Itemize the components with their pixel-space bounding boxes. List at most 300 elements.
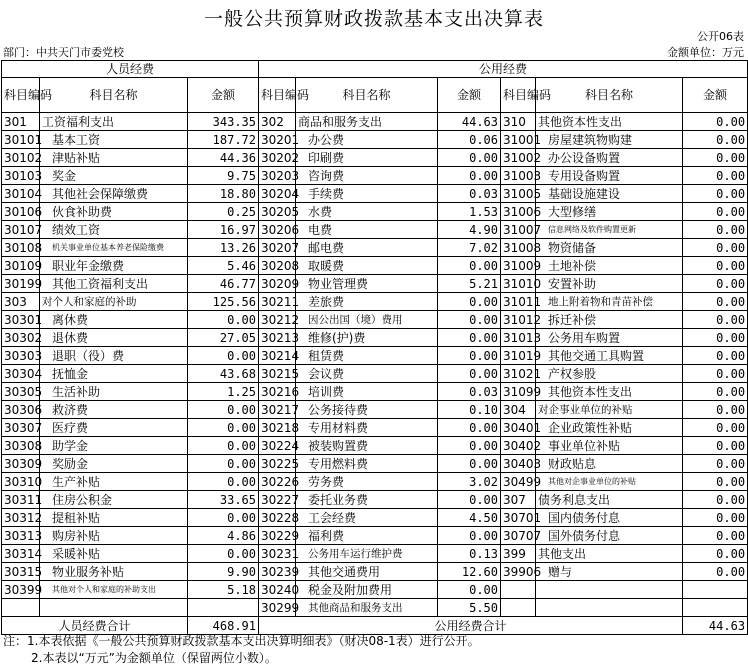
personnel-amount-cell: 0.00 [188,401,259,419]
personnel-name-cell: 其他社会保障缴费 [40,185,188,203]
personnel-code-cell: 30310 [2,473,40,491]
table-row [2,221,748,239]
personnel-name-cell: 津贴补贴 [40,149,188,167]
public-a-code-cell: 30226 [259,473,296,491]
public-b-amount-cell: 0.00 [683,563,748,581]
table-row [2,113,748,131]
personnel-code-cell: 30101 [2,131,40,149]
personnel-amount-cell: 44.36 [188,149,259,167]
public-b-amount-cell: 0.00 [683,185,748,203]
public-a-name-cell: 印刷费 [296,149,438,167]
public-b-code-cell: 30403 [501,455,536,473]
public-b-amount-cell: 0.00 [683,131,748,149]
public-a-code-cell: 30216 [259,383,296,401]
group-header-public: 公用经费 [259,61,748,78]
public-b-code-cell: 31003 [501,167,536,185]
public-a-code-cell: 30229 [259,527,296,545]
personnel-code-cell: 30102 [2,149,40,167]
personnel-code-cell: 30313 [2,527,40,545]
public-a-code-cell: 30231 [259,545,296,563]
personnel-code-cell: 30108 [2,239,40,257]
public-b-code-cell [501,581,536,599]
personnel-amount-cell: 0.00 [188,455,259,473]
public-a-amount-cell: 0.00 [438,347,501,365]
public-a-name-cell: 福利费 [296,527,438,545]
table-row [2,293,748,311]
public-b-amount-cell: 0.00 [683,239,748,257]
personnel-name-cell: 助学金 [40,437,188,455]
public-a-amount-cell: 0.00 [438,329,501,347]
table-row [2,311,748,329]
public-b-code-cell: 30402 [501,437,536,455]
personnel-name-cell: 机关事业单位基本养老保险缴费 [40,239,188,257]
public-a-name-cell: 租赁费 [296,347,438,365]
public-a-amount-cell: 3.02 [438,473,501,491]
public-a-name-cell: 维修(护)费 [296,329,438,347]
personnel-code-cell: 30104 [2,185,40,203]
col-header-name: 科目名称 [40,78,188,113]
personnel-code-cell: 30309 [2,455,40,473]
public-b-code-cell: 39906 [501,563,536,581]
public-a-code-cell: 30204 [259,185,296,203]
public-a-name-cell: 办公费 [296,131,438,149]
personnel-total-label: 人员经费合计 [2,617,188,635]
personnel-name-cell: 奖金 [40,167,188,185]
public-b-name-cell: 对企事业单位的补贴 [536,401,683,419]
public-b-name-cell: 安置补助 [536,275,683,293]
personnel-name-cell: 职业年金缴费 [40,257,188,275]
public-b-amount-cell: 0.00 [683,221,748,239]
public-b-amount-cell: 0.00 [683,257,748,275]
personnel-name-cell: 基本工资 [40,131,188,149]
footnote-1: 注：1.本表依据《一般公共预算财政拨款基本支出决算明细表》（财决08-1表）进行公开。 [3,634,480,648]
personnel-name-cell: 对个人和家庭的补助 [40,293,188,311]
public-a-name-cell: 劳务费 [296,473,438,491]
public-a-code-cell: 30218 [259,419,296,437]
table-row [2,599,748,617]
public-b-code-cell: 31009 [501,257,536,275]
personnel-name-cell: 奖励金 [40,455,188,473]
table-row [2,185,748,203]
col-header-amount: 金额 [438,78,501,113]
public-b-name-cell [536,599,683,617]
public-a-amount-cell: 7.02 [438,239,501,257]
personnel-code-cell: 30399 [2,581,40,599]
public-b-name-cell: 赠与 [536,563,683,581]
public-b-amount-cell: 0.00 [683,401,748,419]
public-b-code-cell: 31002 [501,149,536,167]
public-b-name-cell: 国外债务付息 [536,527,683,545]
personnel-amount-cell: 125.56 [188,293,259,311]
public-a-code-cell: 30212 [259,311,296,329]
public-b-name-cell: 信息网络及软件购置更新 [536,221,683,239]
table-row [2,563,748,581]
public-a-name-cell: 税金及附加费用 [296,581,438,599]
personnel-code-cell: 30308 [2,437,40,455]
public-b-amount-cell: 0.00 [683,419,748,437]
table-row [2,455,748,473]
public-a-name-cell: 会议费 [296,365,438,383]
public-a-amount-cell: 0.10 [438,401,501,419]
public-a-name-cell: 委托业务费 [296,491,438,509]
public-a-name-cell: 取暖费 [296,257,438,275]
public-a-amount-cell: 0.00 [438,581,501,599]
personnel-amount-cell: 43.68 [188,365,259,383]
personnel-amount-cell: 18.80 [188,185,259,203]
public-a-amount-cell: 0.00 [438,527,501,545]
personnel-amount-cell: 16.97 [188,221,259,239]
public-b-name-cell: 财政贴息 [536,455,683,473]
public-a-amount-cell: 0.00 [438,311,501,329]
table-row [2,275,748,293]
personnel-code-cell: 30311 [2,491,40,509]
public-b-code-cell: 31013 [501,329,536,347]
col-header-name: 科目名称 [536,78,683,113]
personnel-name-cell: 医疗费 [40,419,188,437]
personnel-name-cell: 抚恤金 [40,365,188,383]
personnel-amount-cell: 13.26 [188,239,259,257]
public-b-name-cell: 其他交通工具购置 [536,347,683,365]
public-b-name-cell: 企业政策性补贴 [536,419,683,437]
personnel-amount-cell: 5.46 [188,257,259,275]
public-b-amount-cell: 0.00 [683,167,748,185]
public-b-amount-cell [683,581,748,599]
public-a-name-cell: 其他商品和服务支出 [296,599,438,617]
personnel-code-cell: 30305 [2,383,40,401]
personnel-name-cell: 其他工资福利支出 [40,275,188,293]
public-a-name-cell: 培训费 [296,383,438,401]
personnel-code-cell: 301 [2,113,40,131]
personnel-code-cell: 30199 [2,275,40,293]
public-b-code-cell: 304 [501,401,536,419]
public-b-code-cell: 31007 [501,221,536,239]
personnel-code-cell: 30106 [2,203,40,221]
public-b-name-cell: 其他资本性支出 [536,113,683,131]
public-b-name-cell: 国内债务付息 [536,509,683,527]
public-b-name-cell: 物资储备 [536,239,683,257]
public-b-code-cell: 307 [501,491,536,509]
personnel-name-cell: 工资福利支出 [40,113,188,131]
personnel-code-cell: 30302 [2,329,40,347]
public-b-code-cell [501,599,536,617]
personnel-amount-cell: 0.00 [188,437,259,455]
col-header-amount: 金额 [188,78,259,113]
public-a-amount-cell: 0.00 [438,149,501,167]
public-b-name-cell: 债务利息支出 [536,491,683,509]
personnel-code-cell: 30312 [2,509,40,527]
personnel-name-cell: 生活补助 [40,383,188,401]
report-title: 一般公共预算财政拨款基本支出决算表 [203,8,544,30]
public-a-name-cell: 工会经费 [296,509,438,527]
personnel-name-cell: 其他对个人和家庭的补助支出 [40,581,188,599]
footnote-2: 2.本表以“万元”为金额单位（保留两位小数）。 [31,651,277,665]
public-a-amount-cell: 0.00 [438,437,501,455]
public-b-name-cell: 产权参股 [536,365,683,383]
personnel-amount-cell: 0.00 [188,311,259,329]
table-row [2,473,748,491]
public-b-code-cell: 31005 [501,185,536,203]
personnel-name-cell: 购房补贴 [40,527,188,545]
personnel-code-cell: 30109 [2,257,40,275]
personnel-name-cell: 绩效工资 [40,221,188,239]
table-row [2,347,748,365]
personnel-amount-cell: 33.65 [188,491,259,509]
public-b-code-cell: 31011 [501,293,536,311]
public-b-name-cell: 土地补偿 [536,257,683,275]
table-row [2,581,748,599]
public-a-amount-cell: 0.00 [438,167,501,185]
public-a-name-cell: 公务接待费 [296,401,438,419]
public-b-name-cell [536,581,683,599]
table-row [2,365,748,383]
public-a-name-cell: 其他交通费用 [296,563,438,581]
public-b-code-cell: 31001 [501,131,536,149]
expenditure-table [1,60,748,635]
personnel-amount-cell: 0.00 [188,545,259,563]
public-a-code-cell: 30227 [259,491,296,509]
public-b-name-cell: 办公设备购置 [536,149,683,167]
unit-label: 金额单位：万元 [667,46,744,59]
public-a-code-cell: 30217 [259,401,296,419]
table-row [2,329,748,347]
public-b-name-cell: 拆迁补偿 [536,311,683,329]
public-b-code-cell: 31021 [501,365,536,383]
personnel-amount-cell: 27.05 [188,329,259,347]
public-b-code-cell: 31012 [501,311,536,329]
table-row [2,257,748,275]
table-row [2,419,748,437]
public-a-name-cell: 咨询费 [296,167,438,185]
personnel-name-cell: 离休费 [40,311,188,329]
public-a-amount-cell: 0.00 [438,257,501,275]
public-a-name-cell: 专用材料费 [296,419,438,437]
public-b-name-cell: 其他对企事业单位的补贴 [536,473,683,491]
table-row [2,131,748,149]
personnel-amount-cell: 0.00 [188,473,259,491]
public-a-name-cell: 物业管理费 [296,275,438,293]
personnel-code-cell: 30103 [2,167,40,185]
public-b-code-cell: 30401 [501,419,536,437]
public-b-code-cell: 31010 [501,275,536,293]
personnel-amount-cell: 9.90 [188,563,259,581]
table-row [2,491,748,509]
personnel-total-amount: 468.91 [188,617,259,635]
public-b-name-cell: 事业单位补贴 [536,437,683,455]
public-b-amount-cell: 0.00 [683,527,748,545]
public-b-name-cell: 其他支出 [536,545,683,563]
public-a-name-cell: 手续费 [296,185,438,203]
table-number: 公开06表 [697,30,744,43]
public-a-amount-cell: 1.53 [438,203,501,221]
public-b-amount-cell: 0.00 [683,311,748,329]
public-a-code-cell: 30201 [259,131,296,149]
personnel-amount-cell: 5.18 [188,581,259,599]
public-a-code-cell: 30240 [259,581,296,599]
public-b-name-cell: 大型修缮 [536,203,683,221]
public-a-code-cell: 30203 [259,167,296,185]
public-b-code-cell: 30701 [501,509,536,527]
personnel-name-cell: 退休费 [40,329,188,347]
public-b-amount-cell [683,599,748,617]
public-a-code-cell: 302 [259,113,296,131]
public-b-code-cell: 31006 [501,203,536,221]
personnel-amount-cell: 0.00 [188,419,259,437]
public-a-code-cell: 30213 [259,329,296,347]
public-b-name-cell: 房屋建筑物购建 [536,131,683,149]
public-a-name-cell: 因公出国（境）费用 [296,311,438,329]
col-header-code: 科目编码 [259,78,296,113]
personnel-name-cell: 采暖补贴 [40,545,188,563]
public-b-code-cell: 399 [501,545,536,563]
personnel-name-cell [40,599,188,617]
personnel-amount-cell: 0.00 [188,509,259,527]
public-b-amount-cell: 0.00 [683,509,748,527]
public-b-amount-cell: 0.00 [683,275,748,293]
personnel-name-cell: 生产补贴 [40,473,188,491]
personnel-amount-cell: 1.25 [188,383,259,401]
personnel-code-cell [2,599,40,617]
table-row [2,149,748,167]
public-b-amount-cell: 0.00 [683,329,748,347]
public-b-code-cell: 310 [501,113,536,131]
personnel-name-cell: 伙食补助费 [40,203,188,221]
personnel-amount-cell: 343.35 [188,113,259,131]
personnel-code-cell: 30315 [2,563,40,581]
public-b-amount-cell: 0.00 [683,473,748,491]
personnel-amount-cell: 187.72 [188,131,259,149]
table-row [2,401,748,419]
public-b-amount-cell: 0.00 [683,365,748,383]
public-a-code-cell: 30205 [259,203,296,221]
public-a-name-cell: 公务用车运行维护费 [296,545,438,563]
public-b-amount-cell: 0.00 [683,347,748,365]
col-header-name: 科目名称 [296,78,438,113]
public-a-amount-cell: 4.90 [438,221,501,239]
department-label: 部门：中共天门市委党校 [3,46,124,59]
personnel-amount-cell: 0.25 [188,203,259,221]
public-a-amount-cell: 5.21 [438,275,501,293]
public-total-amount: 44.63 [683,617,748,635]
public-b-amount-cell: 0.00 [683,383,748,401]
public-a-code-cell: 30299 [259,599,296,617]
public-a-amount-cell: 4.50 [438,509,501,527]
personnel-code-cell: 303 [2,293,40,311]
personnel-amount-cell: 46.77 [188,275,259,293]
col-header-amount: 金额 [683,78,748,113]
public-b-amount-cell: 0.00 [683,113,748,131]
public-a-code-cell: 30228 [259,509,296,527]
table-row [2,383,748,401]
public-a-code-cell: 30215 [259,365,296,383]
public-b-code-cell: 31099 [501,383,536,401]
personnel-amount-cell: 9.75 [188,167,259,185]
personnel-code-cell: 30301 [2,311,40,329]
public-total-label: 公用经费合计 [259,617,683,635]
public-a-code-cell: 30239 [259,563,296,581]
table-row [2,203,748,221]
personnel-amount-cell [188,599,259,617]
public-b-name-cell: 基础设施建设 [536,185,683,203]
public-a-name-cell: 邮电费 [296,239,438,257]
public-b-code-cell: 30707 [501,527,536,545]
personnel-code-cell: 30307 [2,419,40,437]
personnel-name-cell: 提租补贴 [40,509,188,527]
public-a-code-cell: 30206 [259,221,296,239]
public-a-code-cell: 30202 [259,149,296,167]
public-b-amount-cell: 0.00 [683,491,748,509]
personnel-name-cell: 救济费 [40,401,188,419]
public-a-amount-cell: 0.00 [438,491,501,509]
public-a-amount-cell: 0.00 [438,365,501,383]
personnel-code-cell: 30306 [2,401,40,419]
public-b-name-cell: 地上附着物和青苗补偿 [536,293,683,311]
public-a-amount-cell: 0.13 [438,545,501,563]
public-a-name-cell: 被装购置费 [296,437,438,455]
public-b-amount-cell: 0.00 [683,293,748,311]
public-b-amount-cell: 0.00 [683,455,748,473]
personnel-code-cell: 30303 [2,347,40,365]
public-b-amount-cell: 0.00 [683,149,748,167]
public-a-amount-cell: 0.03 [438,185,501,203]
public-a-code-cell: 30211 [259,293,296,311]
col-header-code: 科目编码 [501,78,536,113]
personnel-name-cell: 物业服务补贴 [40,563,188,581]
public-a-amount-cell: 44.63 [438,113,501,131]
personnel-code-cell: 30314 [2,545,40,563]
public-a-code-cell: 30225 [259,455,296,473]
public-a-amount-cell: 5.50 [438,599,501,617]
public-b-code-cell: 30499 [501,473,536,491]
public-a-amount-cell: 0.03 [438,383,501,401]
personnel-name-cell: 住房公积金 [40,491,188,509]
public-b-amount-cell: 0.00 [683,545,748,563]
table-row [2,437,748,455]
personnel-name-cell: 退职（役）费 [40,347,188,365]
table-row [2,509,748,527]
personnel-amount-cell: 4.86 [188,527,259,545]
public-a-code-cell: 30224 [259,437,296,455]
public-a-name-cell: 商品和服务支出 [296,113,438,131]
group-header-personnel: 人员经费 [2,61,259,78]
public-b-code-cell: 31019 [501,347,536,365]
footnotes [3,633,480,667]
col-header-code: 科目编码 [2,78,40,113]
table-row [2,239,748,257]
public-a-amount-cell: 0.00 [438,419,501,437]
table-row [2,527,748,545]
personnel-code-cell: 30304 [2,365,40,383]
public-a-amount-cell: 0.00 [438,455,501,473]
public-b-name-cell: 公务用车购置 [536,329,683,347]
public-a-code-cell: 30209 [259,275,296,293]
public-a-amount-cell: 0.00 [438,293,501,311]
public-b-name-cell: 其他资本性支出 [536,383,683,401]
table-row [2,167,748,185]
public-b-amount-cell: 0.00 [683,437,748,455]
public-a-code-cell: 30208 [259,257,296,275]
public-a-amount-cell: 12.60 [438,563,501,581]
public-a-amount-cell: 0.06 [438,131,501,149]
table-row [2,545,748,563]
public-b-amount-cell: 0.00 [683,203,748,221]
public-b-name-cell: 专用设备购置 [536,167,683,185]
personnel-amount-cell: 0.00 [188,347,259,365]
personnel-code-cell: 30107 [2,221,40,239]
public-a-name-cell: 专用燃料费 [296,455,438,473]
public-a-code-cell: 30207 [259,239,296,257]
public-a-name-cell: 水费 [296,203,438,221]
public-a-name-cell: 差旅费 [296,293,438,311]
